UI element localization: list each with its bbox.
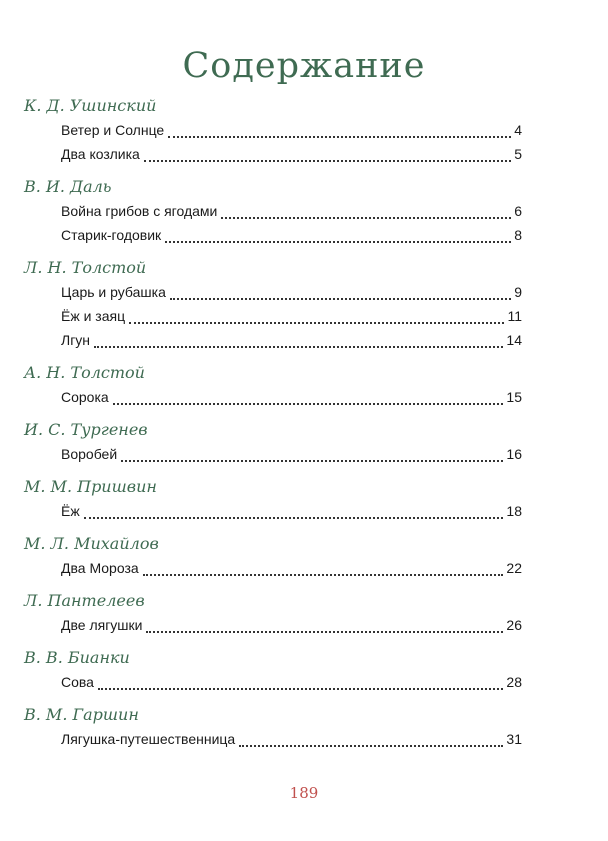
- dot-leader: [121, 460, 503, 462]
- toc-section: [24, 703, 522, 751]
- toc-entry[interactable]: [61, 199, 522, 223]
- page-number: 189: [289, 784, 319, 802]
- entry-list: [61, 199, 522, 247]
- dot-leader: [168, 136, 511, 138]
- entry-title: Лягушка-путешественница: [61, 731, 236, 747]
- entry-list: [61, 556, 522, 580]
- author-heading: М. Л. Михайлов: [24, 534, 159, 553]
- author-heading: В. М. Гаршин: [24, 705, 139, 724]
- toc-section: [24, 256, 522, 352]
- entry-title: Два Мороза: [61, 560, 139, 576]
- toc-section: [24, 475, 522, 523]
- toc-entry[interactable]: [61, 670, 522, 694]
- entry-title: Две лягушки: [61, 617, 143, 633]
- entry-title: Сова: [61, 674, 94, 690]
- entry-page-number: 31: [506, 731, 522, 747]
- author-heading: И. С. Тургенев: [24, 420, 148, 439]
- dot-leader: [165, 241, 511, 243]
- author-heading: К. Д. Ушинский: [24, 96, 157, 115]
- author-heading: В. И. Даль: [24, 177, 112, 196]
- toc-entry[interactable]: [61, 727, 522, 751]
- dot-leader: [146, 631, 503, 633]
- author-heading: Л. Н. Толстой: [24, 258, 147, 277]
- author-heading: А. Н. Толстой: [24, 363, 145, 382]
- entry-title: Война грибов с ягодами: [61, 203, 218, 219]
- dot-leader: [113, 403, 504, 405]
- entry-page-number: 5: [514, 146, 522, 162]
- toc-entry[interactable]: [61, 613, 522, 637]
- entry-list: [61, 727, 522, 751]
- entry-page-number: 14: [506, 332, 522, 348]
- toc-entry[interactable]: [61, 442, 522, 466]
- toc-entry[interactable]: [61, 556, 522, 580]
- entry-list: [61, 385, 522, 409]
- entry-page-number: 18: [506, 503, 522, 519]
- entry-list: [61, 613, 522, 637]
- toc-entry[interactable]: [61, 499, 522, 523]
- entry-title: Царь и рубашка: [61, 284, 166, 300]
- entry-page-number: 15: [506, 389, 522, 405]
- author-heading: В. В. Бианки: [24, 648, 130, 667]
- toc-entry[interactable]: [61, 280, 522, 304]
- toc-section: [24, 94, 522, 166]
- toc-section: [24, 646, 522, 694]
- dot-leader: [221, 217, 511, 219]
- toc-section: [24, 361, 522, 409]
- entry-list: [61, 118, 522, 166]
- table-of-contents: [24, 94, 522, 751]
- entry-page-number: 22: [506, 560, 522, 576]
- entry-page-number: 9: [514, 284, 522, 300]
- toc-section: [24, 418, 522, 466]
- toc-section: [24, 175, 522, 247]
- dot-leader: [94, 346, 503, 348]
- entry-page-number: 11: [507, 308, 522, 324]
- entry-page-number: 6: [514, 203, 522, 219]
- dot-leader: [170, 298, 511, 300]
- dot-leader: [84, 517, 504, 519]
- page-title: Содержание: [182, 46, 426, 86]
- toc-entry[interactable]: [61, 304, 522, 328]
- author-heading: М. М. Пришвин: [24, 477, 157, 496]
- toc-entry[interactable]: [61, 142, 522, 166]
- toc-section: [24, 532, 522, 580]
- toc-entry[interactable]: [61, 385, 522, 409]
- entry-page-number: 4: [514, 122, 522, 138]
- dot-leader: [144, 160, 511, 162]
- dot-leader: [143, 574, 504, 576]
- entry-title: Ёж и заяц: [61, 308, 126, 324]
- entry-page-number: 26: [506, 617, 522, 633]
- entry-list: [61, 670, 522, 694]
- toc-entry[interactable]: [61, 328, 522, 352]
- entry-title: Ёж: [61, 503, 80, 519]
- dot-leader: [98, 688, 503, 690]
- entry-title: Лгун: [61, 332, 91, 348]
- toc-section: [24, 589, 522, 637]
- entry-title: Ветер и Солнце: [61, 122, 165, 138]
- dot-leader: [239, 745, 503, 747]
- entry-title: Старик-годовик: [61, 227, 162, 243]
- entry-list: [61, 442, 522, 466]
- entry-title: Сорока: [61, 389, 109, 405]
- author-heading: Л. Пантелеев: [24, 591, 145, 610]
- dot-leader: [129, 322, 504, 324]
- toc-entry[interactable]: [61, 118, 522, 142]
- entry-page-number: 16: [506, 446, 522, 462]
- entry-title: Воробей: [61, 446, 118, 462]
- entry-page-number: 8: [514, 227, 522, 243]
- entry-list: [61, 280, 522, 352]
- entry-title: Два козлика: [61, 146, 140, 162]
- entry-list: [61, 499, 522, 523]
- toc-entry[interactable]: [61, 223, 522, 247]
- entry-page-number: 28: [506, 674, 522, 690]
